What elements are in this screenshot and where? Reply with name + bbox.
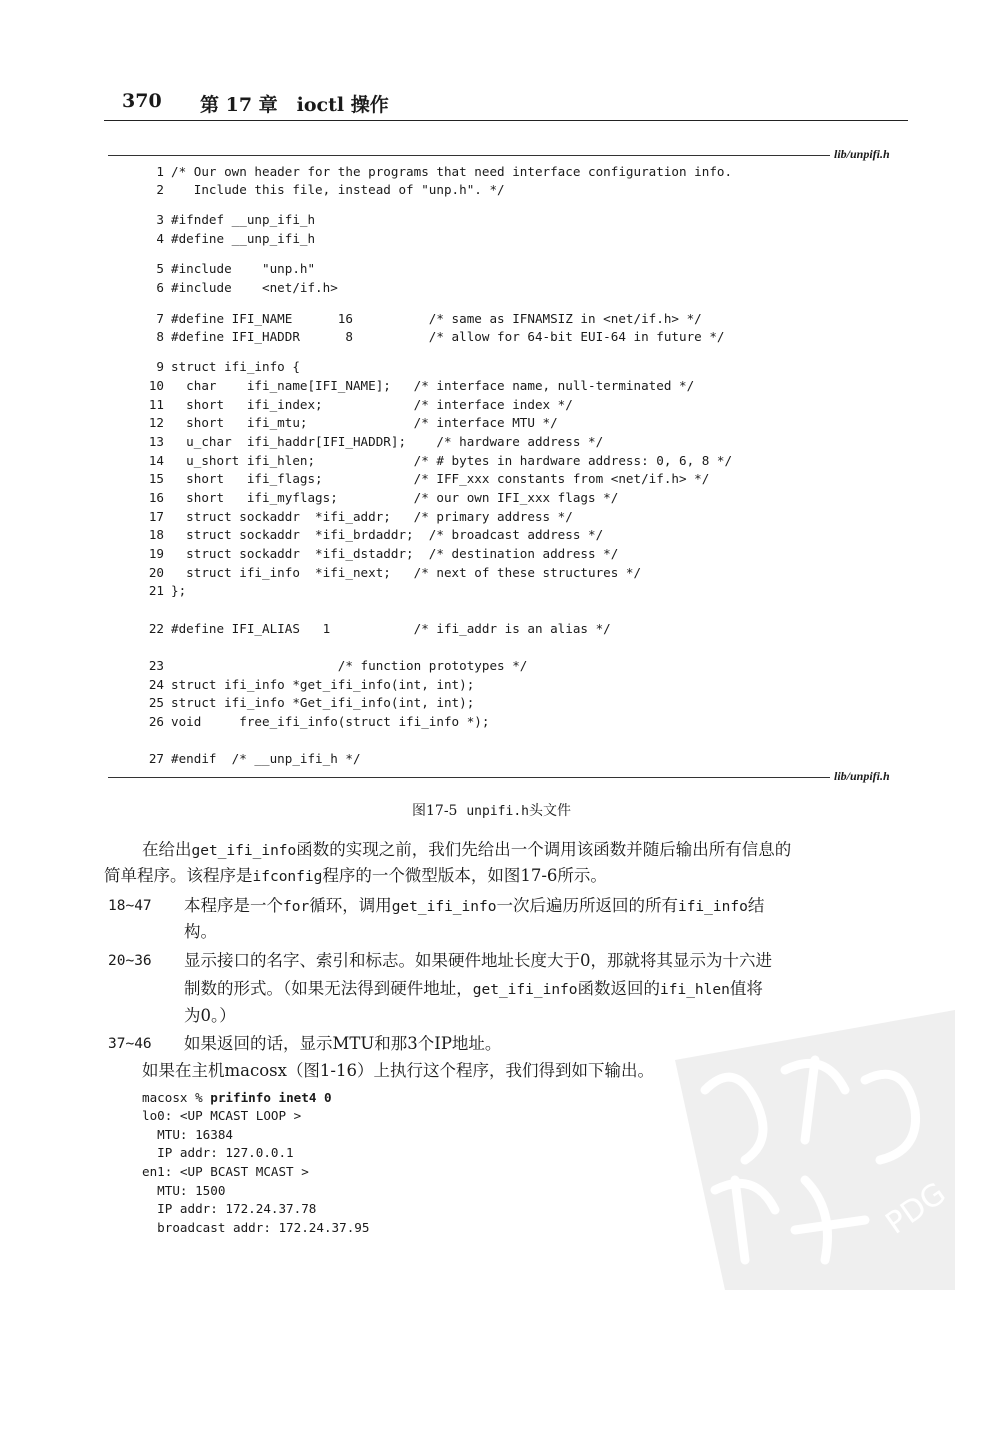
figure-number: 图17-5 xyxy=(412,803,458,819)
line-number: 4 xyxy=(156,231,164,246)
line-text: struct sockaddr *ifi_brdaddr; /* broadcast address */ xyxy=(171,527,604,542)
line-number: 20 xyxy=(148,565,164,580)
line-text: /* function prototypes */ xyxy=(171,658,528,673)
line-number: 24 xyxy=(148,677,164,692)
output-line: broadcast addr: 172.24.37.95 xyxy=(142,1220,370,1235)
line-text: #define IFI_ALIAS 1 /* ifi_addr is an alias */ xyxy=(171,621,611,636)
watermark-text: PDG xyxy=(879,1175,953,1242)
line-text: struct ifi_info *ifi_next; /* next of these structures */ xyxy=(171,565,642,580)
line-number: 15 xyxy=(148,471,164,486)
file-label-top: lib/unpifi.h xyxy=(834,147,890,161)
output-line: MTU: 16384 xyxy=(142,1127,233,1142)
line-text: struct sockaddr *ifi_dstaddr; /* destination address */ xyxy=(171,546,619,561)
chapter-title: 第 17 章 ioctl 操作 xyxy=(200,94,389,116)
command: prifinfo inet4 0 xyxy=(210,1090,332,1105)
line-text: struct ifi_info *Get_ifi_info(int, int); xyxy=(171,695,475,710)
output-command-line xyxy=(142,1090,332,1105)
line-text: struct ifi_info *get_ifi_info(int, int); xyxy=(171,677,475,692)
line-text: #define IFI_NAME 16 /* same as IFNAMSIZ in <net/if.h> */ xyxy=(171,311,702,326)
line-number: 16 xyxy=(148,490,164,505)
line-text: /* Our own header for the programs that need interface configuration info. xyxy=(171,164,733,179)
line-number: 13 xyxy=(148,434,164,449)
line-number: 26 xyxy=(148,714,164,729)
intro-line-2: 简单程序。该程序是ifconfig程序的一个微型版本，如图17-6所示。 xyxy=(104,866,607,885)
note-range: 20~36 xyxy=(108,953,152,969)
header-rule xyxy=(104,120,908,121)
note-text: 构。 xyxy=(184,922,217,941)
line-number: 10 xyxy=(148,378,164,393)
note-range: 37~46 xyxy=(108,1036,152,1052)
output-line: MTU: 1500 xyxy=(142,1183,226,1198)
line-number: 8 xyxy=(156,329,164,344)
line-text: #ifndef __unp_ifi_h xyxy=(171,212,316,227)
line-number: 12 xyxy=(148,415,164,430)
line-text: struct ifi_info { xyxy=(171,359,300,374)
line-text: char ifi_name[IFI_NAME]; /* interface name, null-terminated */ xyxy=(171,378,695,393)
note-text: 显示接口的名字、索引和标志。如果硬件地址长度大于0，那就将其显示为十六进 xyxy=(184,951,772,970)
line-text: #define IFI_HADDR 8 /* allow for 64-bit EUI-64 in future */ xyxy=(171,329,725,344)
line-number: 2 xyxy=(156,182,164,197)
line-number: 6 xyxy=(156,280,164,295)
code-bottom-rule xyxy=(108,777,830,778)
line-text: short ifi_index; /* interface index */ xyxy=(171,397,573,412)
line-text: #include "unp.h" xyxy=(171,261,316,276)
run-intro: 如果在主机macosx（图1-16）上执行这个程序，我们得到如下输出。 xyxy=(142,1061,654,1080)
line-text: #define __unp_ifi_h xyxy=(171,231,316,246)
line-number: 7 xyxy=(156,311,164,326)
line-text: u_short ifi_hlen; /* # bytes in hardware address: 0, 6, 8 */ xyxy=(171,453,733,468)
line-number: 17 xyxy=(148,509,164,524)
line-number: 9 xyxy=(156,359,164,374)
note-range: 18~47 xyxy=(108,898,152,914)
output-line: lo0: <UP MCAST LOOP > xyxy=(142,1108,302,1123)
line-number: 27 xyxy=(148,751,164,766)
output-line: IP addr: 127.0.0.1 xyxy=(142,1145,294,1160)
code-top-rule xyxy=(108,155,830,156)
figure-caption xyxy=(0,800,983,820)
line-number: 25 xyxy=(148,695,164,710)
line-text: short ifi_myflags; /* our own IFI_xxx flags */ xyxy=(171,490,619,505)
line-text: void free_ifi_info(struct ifi_info *); xyxy=(171,714,490,729)
watermark-seal xyxy=(665,1000,965,1300)
line-text: struct sockaddr *ifi_addr; /* primary address */ xyxy=(171,509,573,524)
line-text: #endif /* __unp_ifi_h */ xyxy=(171,751,361,766)
line-text: short ifi_mtu; /* interface MTU */ xyxy=(171,415,558,430)
figure-suffix: 头文件 xyxy=(528,803,571,819)
line-number: 22 xyxy=(148,621,164,636)
page-header xyxy=(104,88,908,122)
line-number: 21 xyxy=(148,583,164,598)
output-line: en1: <UP BCAST MCAST > xyxy=(142,1164,309,1179)
line-text: u_char ifi_haddr[IFI_HADDR]; /* hardware address */ xyxy=(171,434,604,449)
line-text: #include <net/if.h> xyxy=(171,280,338,295)
line-text: Include this file, instead of "unp.h". */ xyxy=(171,182,505,197)
note-text: 本程序是一个for循环，调用get_ifi_info一次后遍历所返回的所有ifi_info结 xyxy=(184,896,765,915)
figure-file: unpifi.h xyxy=(466,804,529,819)
note-text: 制数的形式。（如果无法得到硬件地址，get_ifi_info函数返回的ifi_hlen值将 xyxy=(184,979,763,998)
line-number: 1 xyxy=(156,164,164,179)
output-line: IP addr: 172.24.37.78 xyxy=(142,1201,317,1216)
line-number: 11 xyxy=(148,397,164,412)
line-text: }; xyxy=(171,583,187,598)
line-number: 14 xyxy=(148,453,164,468)
prompt: macosx % xyxy=(142,1090,211,1105)
file-label-bottom: lib/unpifi.h xyxy=(834,769,890,783)
note-text: 如果返回的话，显示MTU和那3个IP地址。 xyxy=(184,1034,502,1053)
line-number: 23 xyxy=(148,658,164,673)
line-number: 19 xyxy=(148,546,164,561)
intro-line-1: 在给出get_ifi_info函数的实现之前，我们先给出一个调用该函数并随后输出所有信息的 xyxy=(142,840,792,859)
line-text: short ifi_flags; /* IFF_xxx constants from <net/if.h> */ xyxy=(171,471,710,486)
line-number: 3 xyxy=(156,212,164,227)
line-number: 18 xyxy=(148,527,164,542)
note-text: 为0。） xyxy=(184,1006,236,1025)
line-number: 5 xyxy=(156,261,164,276)
page-number: 370 xyxy=(122,90,162,112)
